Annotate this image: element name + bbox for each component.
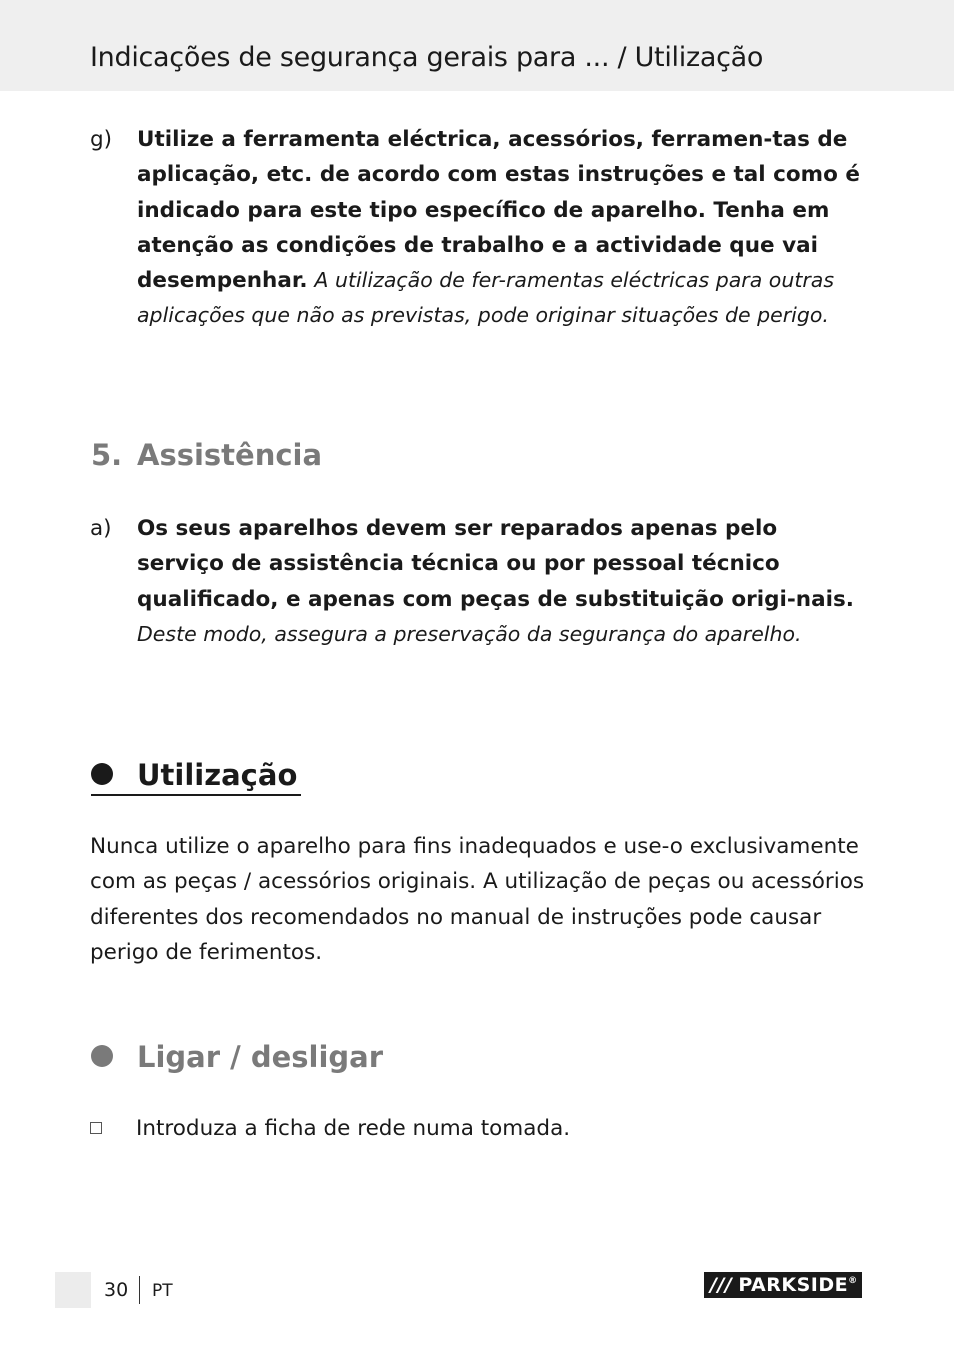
list-marker: g) [90,127,113,152]
header-title: Indicações de segurança gerais para ... / Utilização [90,42,764,73]
section-heading-assistencia [91,438,322,472]
list-item-a [90,511,870,652]
page-language: PT [152,1281,173,1301]
heading-text: Utilização [137,758,298,792]
instruction-italic: A utilização de fer-ramentas eléctricas para outras aplicações que não as previstas, pode originar situações de perigo. [137,268,835,328]
list-marker: a) [90,516,112,541]
heading-utilizacao [91,758,301,796]
instruction-bold: Utilize a ferramenta eléctrica, acessórios, ferramen-tas de aplicação, etc. de acordo com estas instruções e tal como é indicado para este tipo específico de aparelho. Tenha em atenção as condições de trabalho e a actividade que vai desempenhar. [137,127,860,294]
step-text: Introduza a ficha de rede numa tomada. [136,1116,571,1141]
bullet-dot-icon [91,763,113,785]
footer-divider [139,1276,140,1304]
parkside-logo [704,1272,862,1298]
list-item-g [90,122,870,334]
footer-tab [55,1272,91,1308]
utilizacao-paragraph: Nunca utilize o aparelho para fins inadequados e use-o exclusivamente com as peças / acessórios originais. A utilização de peças ou acessórios diferentes dos recomendados no manual de instruções pode causar perigo de ferimentos. [90,834,865,965]
section-number: 5. [91,438,123,472]
instruction-bold: Os seus aparelhos devem ser reparados apenas pelo serviço de assistência técnica ou por pessoal técnico qualificado, e apenas com peças de substituição origi-nais. [137,516,854,612]
heading-text: Ligar / desligar [137,1040,384,1074]
instruction-italic: Deste modo, assegura a preservação da segurança do aparelho. [137,621,802,646]
bullet-dot-icon [91,1045,113,1067]
checkbox-square-icon [90,1122,102,1134]
heading-ligar-desligar [91,1040,383,1074]
registered-mark: ® [848,1276,858,1286]
logo-text: PARKSIDE [738,1274,849,1296]
page-header [0,0,954,91]
logo-stripes-icon: /// [710,1274,733,1296]
page-number: 30 [104,1279,129,1301]
step-item [90,1111,570,1146]
section-title: Assistência [137,438,323,472]
